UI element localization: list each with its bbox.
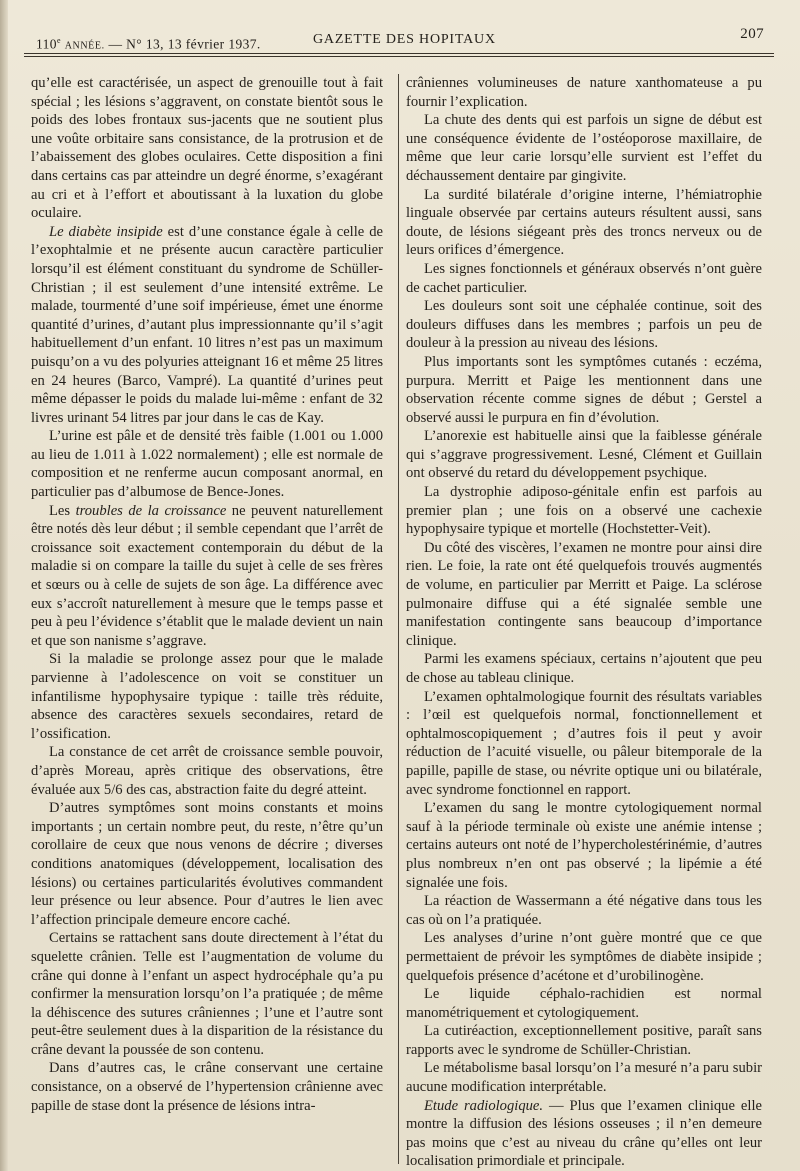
italic-lead: Le diabète insipide: [49, 223, 163, 240]
paragraph: [406, 427, 762, 483]
edition-word: ANNÉE.: [64, 40, 105, 52]
page-number: 207: [740, 26, 764, 42]
paragraph-text: Les douleurs sont soit une céphalée continue, soit des douleurs diffuses dans les membres ; parfois un peu de douleur à la pression au niveau des lésions.: [406, 298, 762, 352]
running-header: [36, 26, 766, 52]
paragraph-text: Les signes fonctionnels et généraux observés n’ont guère de cachet particulier.: [406, 260, 762, 296]
header-rule-thin: [24, 56, 774, 57]
paragraph-text: Parmi les examens spéciaux, certains n’ajoutent que peu de chose au tableau clinique.: [406, 651, 762, 686]
paragraph: [406, 74, 762, 111]
paragraph-text: La réaction de Wassermann a été négative dans tous les cas où on l’a pratiquée.: [406, 893, 762, 928]
paragraph: [31, 74, 383, 223]
paragraph-text: La dystrophie adiposo-génitale enfin est parfois au premier plan ; une fois on a observé une cachexie hypophysaire typique et mortelle (Hochstetter-Veit).: [406, 484, 762, 538]
paragraph: [406, 892, 762, 929]
paragraph-text: La chute des dents qui est parfois un signe de début est une conséquence évidente de l’ostéoporose maxillaire, de même que leur carie lorsqu’elle survient est l’effet du déchaussement dentaire par gingivite.: [406, 112, 762, 184]
edition-number: 110: [36, 36, 57, 52]
paragraph: [406, 650, 762, 687]
paragraph-text: L’anorexie est habituelle ainsi que la faiblesse générale qui s’aggrave progressivement. Lesné, Clément et Guillain ont observé du retard du développement psychique.: [406, 428, 762, 482]
paragraph-text: est d’une constance égale à celle de l’exophtalmie et ne présente aucun caractère particulier lorsqu’il est élément constituant du syndrome de Schüller-Christian ; il est seulement d’une intensité extrême. Le malade, tourmenté d’une soif impérieuse, émet une énorme quantité d’urines, d’autant plus impressionnante qu’il s’agit habituellement d’un enfant. 10 litres n’est pas un maximum puisqu’on a vu des polyuries atteignant 16 et même 25 litres en 24 heures (Barco, Vampré). La quantité d’urines peut même dépasser le poids du malade lui-même : enfant de 32 livres urinant 54 litres par jour dans le cas de Kay.: [31, 223, 384, 426]
paragraph: [406, 483, 762, 539]
paragraph: [406, 1022, 762, 1059]
issue-date: — N° 13, 13 février 1937.: [108, 36, 261, 52]
paragraph-text: Du côté des viscères, l’examen ne montre pour ainsi dire rien. Le foie, la rate ont été quelquefois trouvés augmentés de volume, en particulier par Merritt et Paige. La sclérose pulmonaire diffuse qui a été signalée semble une manifestation contingente sans beaucoup d’importance clinique.: [406, 539, 762, 649]
page-binding-edge: [0, 0, 8, 1171]
paragraph: [31, 1059, 383, 1115]
paragraph-text: Le métabolisme basal lorsqu’on l’a mesuré n’a paru subir aucune modification interprétable.: [406, 1060, 762, 1096]
paragraph-text: crâniennes volumineuses de nature xanthomateuse a pu fournir l’explication.: [406, 75, 762, 110]
paragraph: [406, 688, 762, 800]
paragraph: [406, 260, 762, 297]
header-rule-thick: [24, 53, 774, 54]
paragraph: [406, 111, 762, 185]
paragraph: [406, 985, 762, 1022]
paragraph-text: Si la maladie se prolonge assez pour que le malade parvienne à l’adolescence on voit se constituer un infantilisme hypophysaire typique : taille très réduite, absence des caractères sexuels secondaires, retard de l’ossification.: [31, 651, 383, 742]
paragraph: [406, 799, 762, 892]
paragraph: [406, 539, 762, 651]
italic-lead: troubles de la croissance: [75, 502, 227, 519]
paragraph: [406, 186, 762, 260]
journal-title: GAZETTE DES HOPITAUX: [313, 32, 496, 47]
paragraph-prefix: Les: [49, 502, 76, 519]
paragraph-text: qu’elle est caractérisée, un aspect de grenouille tout à fait spécial ; les lésions s’aggravent, on constate bientôt sous le poids des lobes frontaux sus-jacents que ne soutient plus une voûte orbitaire sans consistance, de la protrusion et de l’abaissement des globes oculaires. Cette disposition a fini dans certains cas par atteindre un degré énorme, s’exagérant au cri et à l’effort et aboutissant à la luxation du globe oculaire.: [31, 75, 383, 222]
paragraph: [31, 650, 383, 743]
paragraph-text: D’autres symptômes sont moins constants et moins importants ; un certain nombre peut, du reste, n’être qu’un corollaire de ceux que nous venons de décrire ; diverses conditions anatomiques (développement, localisation des lésions) ou certaines particularités évolutives commandent leur présence ou leur absence. Pour d’autres le lien avec l’affection principale demeure encore caché.: [31, 800, 383, 928]
paragraph: [31, 743, 383, 799]
paragraph: [406, 297, 762, 353]
paragraph-text: La cutiréaction, exceptionnellement positive, paraît sans rapports avec le syndrome de Schüller-Christian.: [406, 1023, 762, 1058]
paragraph-text: La constance de cet arrêt de croissance semble pouvoir, d’après Moreau, après critique des observations, être évaluée aux 5/6 des cas, abstraction faite du degré atteint.: [31, 744, 383, 798]
paragraph-text: Plus importants sont les symptômes cutanés : eczéma, purpura. Merritt et Paige les mentionnent dans une observation récente comme signes de début ; Gerstel a observé aussi le purpura en fin d’évolution.: [406, 353, 762, 426]
paragraph: [406, 929, 762, 985]
paragraph: [406, 353, 762, 427]
column-divider: [398, 74, 399, 1164]
paragraph: [31, 929, 383, 1059]
left-text-column: [31, 74, 383, 1115]
paragraph-text: L’urine est pâle et de densité très faible (1.001 ou 1.000 au lieu de 1.011 à 1.022 normalement) ; elle est normale de composition et ne renferme aucun composant anormal, en particulier pas d’albumose de Bence-Jones.: [31, 428, 383, 501]
paragraph: [406, 1097, 762, 1171]
paragraph-text: L’examen du sang le montre cytologiquement normal sauf à la période terminale où existe une anémie intense ; certains auteurs ont noté de l’hypercholestérinémie, d’autres plus nombreux n’en ont pas observé ; la lipémie a été signalée une fois.: [406, 800, 762, 891]
paragraph: [406, 1059, 762, 1096]
right-text-column: [406, 74, 762, 1171]
paragraph-text: L’examen ophtalmologique fournit des résultats variables : l’œil est quelquefois normal, fonctionnellement et ophtalmoscopiquement ; d’autres fois il peut y avoir réduction de l’acuité visuelle, ou pâleur bitemporale de la papille, papille de stase, ou névrite optique uni ou bilatérale, avec syndrome fonctionnel en rapport.: [406, 688, 762, 798]
paragraph-text: Dans d’autres cas, le crâne conservant une certaine consistance, on a observé de l’hypertension crânienne avec papille de stase dont la présence de lésions intra-: [31, 1060, 383, 1114]
paragraph-text: Le liquide céphalo-rachidien est normal manométriquement et cytologiquement.: [406, 986, 762, 1021]
paragraph: [31, 223, 383, 428]
paragraph-text: — Plus que l’examen clinique elle montre la diffusion des lésions osseuses ; il n’en demeure pas moins que c’est au niveau du crâne qu’elles ont leur localisation primordiale et principale.: [406, 1097, 762, 1170]
paragraph-text: La surdité bilatérale d’origine interne, l’hémiatrophie linguale observée par certains auteurs résultent aussi, sans doute, de lésions siégeant près des troncs nerveux ou de leurs orifices d’émergence.: [406, 186, 762, 259]
paragraph: [31, 502, 383, 651]
paragraph-text: Certains se rattachent sans doute directement à l’état du squelette crânien. Telle est l’augmentation de volume du crâne qui donne à l’enfant un aspect hydrocéphale qu’a pu confirmer la mensuration lorsqu’on l’a pratiquée ; de même la déhiscence des sutures crâniennes ; l’une et l’autre sont peut-être seulement dues à la disparition de la résistance du crâne devant la poussée de son contenu.: [31, 930, 383, 1058]
paragraph: [31, 427, 383, 501]
italic-lead: Etude radiologique.: [424, 1097, 544, 1114]
paragraph: [31, 799, 383, 929]
paragraph-text: ne peuvent naturellement être notés dès leur début ; il semble cependant que l’arrêt de croissance soit exactement contemporain du début de la maladie si on compare la taille du sujet à celle de ses frères et sœurs ou à celle de sujets de son âge. La différence avec eux s’accroît naturellement à mesure que le temps passe et peu à peu l’évidence s’établit que le malade devient un nain et que son nanisme s’aggrave.: [31, 502, 383, 649]
edition-suffix: e: [56, 36, 61, 45]
header-issue-info: [36, 36, 261, 53]
paragraph-text: Les analyses d’urine n’ont guère montré que ce que permettaient de prévoir les symptômes de diabète insipide ; quelquefois présence d’acétone et d’urobilinogène.: [406, 930, 762, 984]
